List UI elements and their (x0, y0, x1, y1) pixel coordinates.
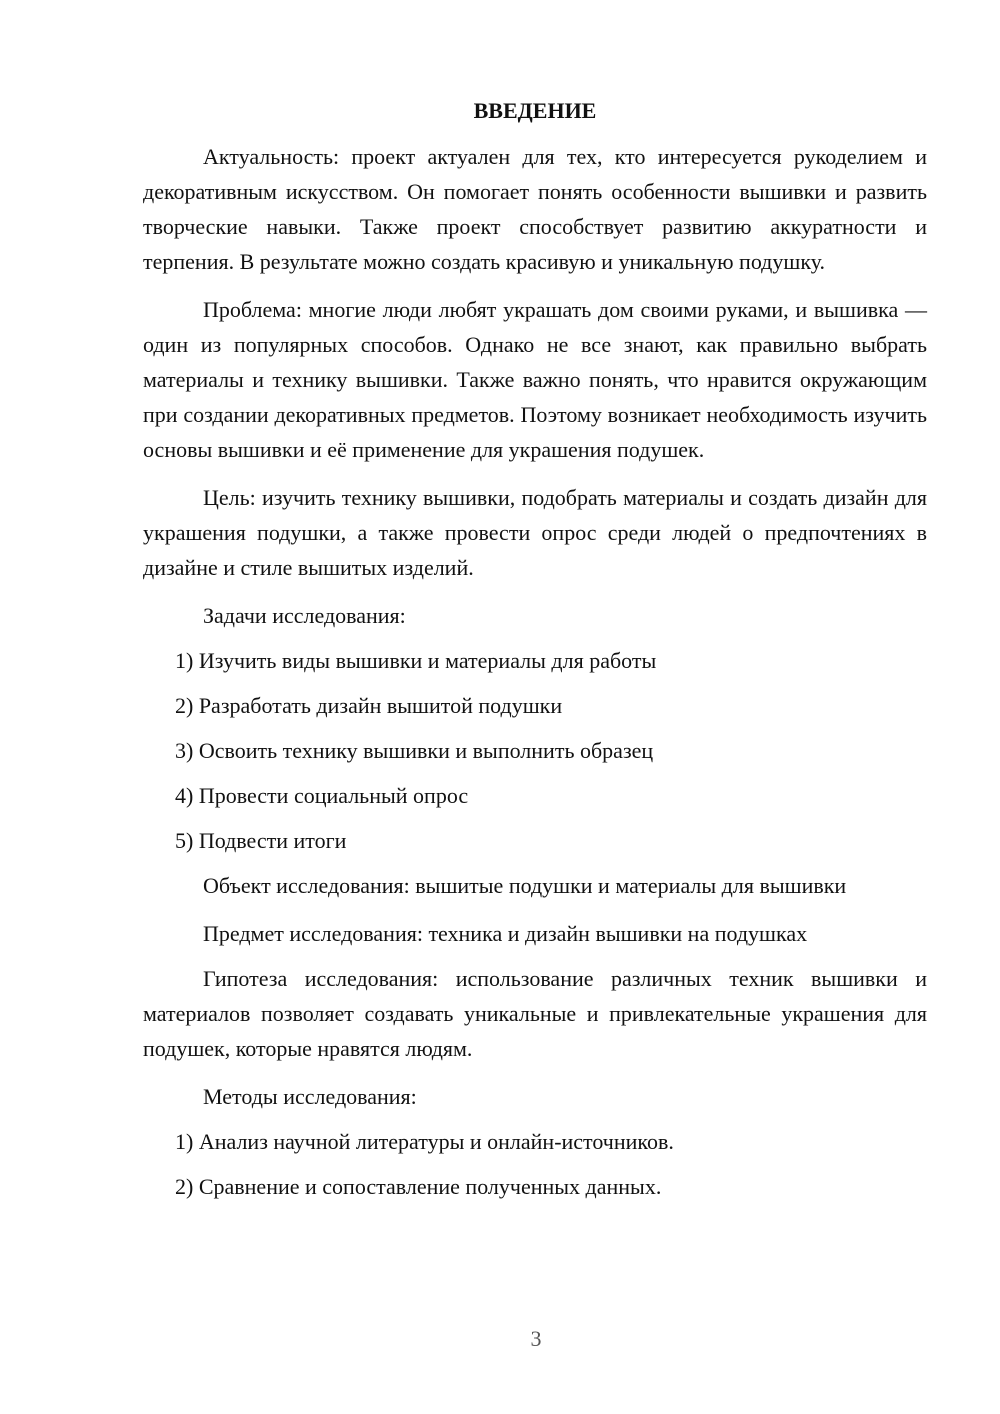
document-page (143, 96, 927, 1214)
hypothesis-paragraph: Гипотеза исследования: использование различных техник вышивки и материалов позволяет создавать уникальные и привлекательные украшения для подушек, которые нравятся людям. (143, 966, 927, 1061)
subject-paragraph: Предмет исследования: техника и дизайн вышивки на подушках (203, 921, 808, 946)
methods-heading: Методы исследования: (203, 1084, 417, 1109)
page-title: ВВЕДЕНИЕ (473, 98, 597, 123)
list-item: 2) Разработать дизайн вышитой подушки (175, 693, 563, 718)
list-item: 4) Провести социальный опрос (175, 783, 469, 808)
methods-list (143, 1124, 927, 1204)
list-item: 2) Сравнение и сопоставление полученных данных. (175, 1174, 662, 1199)
list-item: 1) Изучить виды вышивки и материалы для работы (175, 648, 657, 673)
list-item: 3) Освоить технику вышивки и выполнить образец (175, 738, 654, 763)
tasks-heading: Задачи исследования: (203, 603, 406, 628)
actuality-paragraph: Актуальность: проект актуален для тех, кто интересуется рукоделием и декоративным искусством. Он помогает понять особенности вышивки и развить творческие навыки. Также проект способствует развитию аккуратности и терпения. В результате можно создать красивую и уникальную подушку. (143, 144, 927, 274)
goal-paragraph: Цель: изучить технику вышивки, подобрать материалы и создать дизайн для украшения подушки, а также провести опрос среди людей о предпочтениях в дизайне и стиле вышитых изделий. (143, 485, 927, 580)
tasks-list (143, 643, 927, 858)
list-item: 5) Подвести итоги (175, 828, 347, 853)
page-number: 3 (530, 1326, 542, 1351)
object-paragraph: Объект исследования: вышитые подушки и материалы для вышивки (203, 873, 847, 898)
problem-paragraph: Проблема: многие люди любят украшать дом своими руками, и вышивка — один из популярных способов. Однако не все знают, как правильно выбрать материалы и технику вышивки. Также важно понять, что нравится окружающим при создании декоративных предметов. Поэтому возникает необходимость изучить основы вышивки и её применение для украшения подушек. (143, 297, 927, 462)
list-item: 1) Анализ научной литературы и онлайн-источников. (175, 1129, 674, 1154)
